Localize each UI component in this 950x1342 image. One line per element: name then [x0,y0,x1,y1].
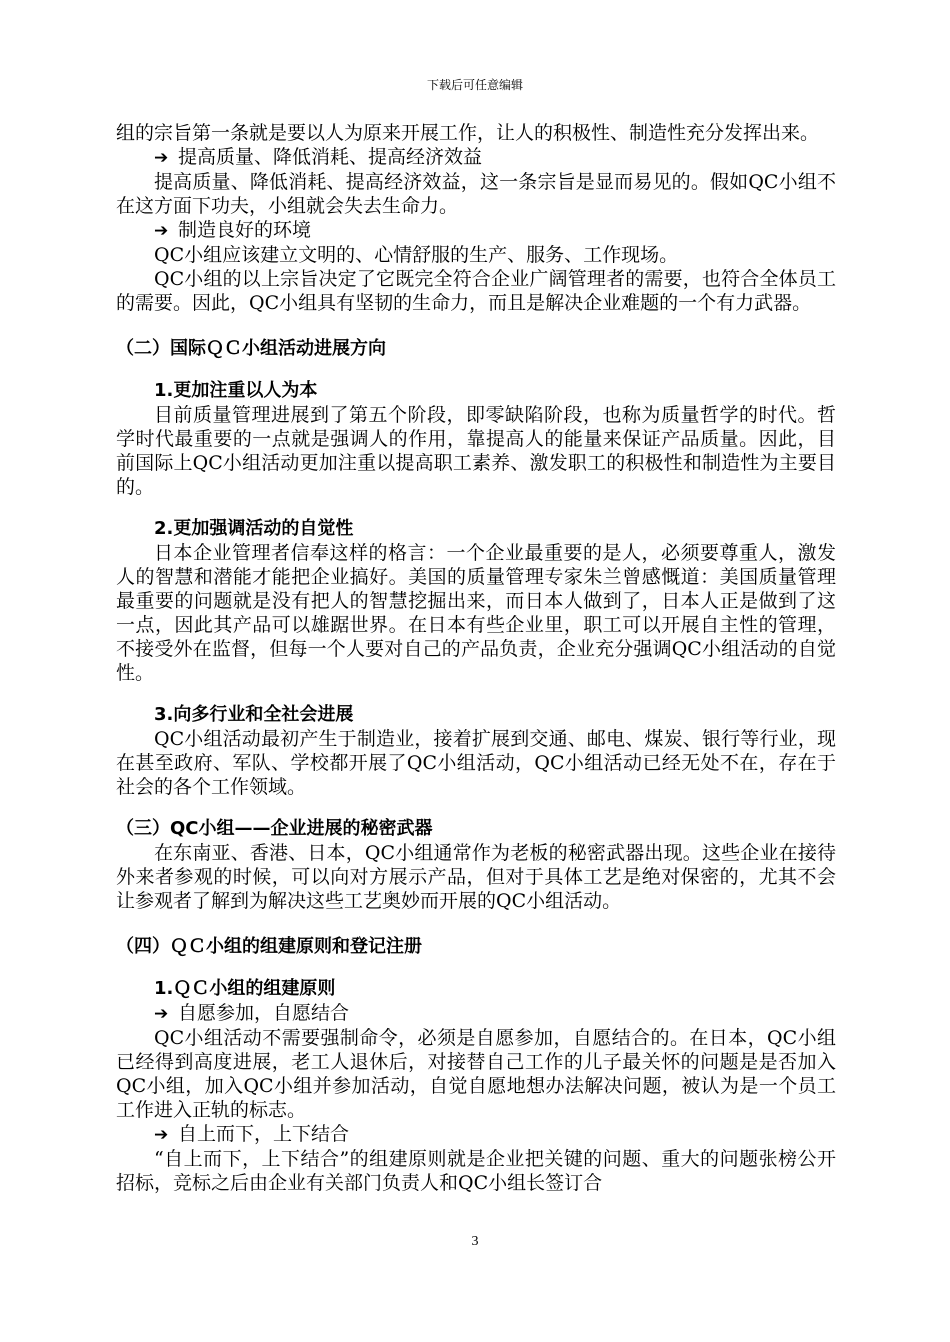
paragraph: 提高质量、降低消耗、提高经济效益，这一条宗旨是显而易见的。假如QC小组不在这方面下功夫，小组就会失去生命力。 [116,171,836,217]
bullet-text: 提高质量、降低消耗、提高经济效益 [178,146,483,168]
subsection-heading: 3.向多行业和全社会进展 [154,704,354,725]
subsection-heading: 1.更加注重以人为本 [154,380,318,401]
bullet-item [116,1001,836,1026]
subsection-heading: 2.更加强调活动的自觉性 [154,518,354,539]
arrow-right-icon: ➔ [154,1004,169,1024]
section-heading: （四）ＱＣ小组的组建原则和登记注册 [116,936,422,957]
page-header: 下载后可任意编辑 [426,78,523,92]
arrow-right-icon: ➔ [154,148,169,168]
bullet-item [116,218,836,243]
page-number: 3 [471,1234,479,1249]
arrow-right-icon: ➔ [154,221,169,241]
bullet-item [116,145,836,170]
paragraph: QC小组应该建立文明的、心情舒服的生产、服务、工作现场。 [154,244,679,266]
paragraph: 目前质量管理进展到了第五个阶段，即零缺陷阶段，也称为质量哲学的时代。哲学时代最重要的一点就是强调人的作用，靠提高人的能量来保证产品质量。因此，目前国际上QC小组活动更加注重以提高职工素养、激发职工的积极性和制造性为主要目的。 [116,404,836,498]
arrow-right-icon: ➔ [154,1125,169,1145]
bullet-text: 自愿参加，自愿结合 [178,1002,350,1024]
paragraph: QC小组活动最初产生于制造业，接着扩展到交通、邮电、煤炭、银行等行业，现在甚至政府、军队、学校都开展了QC小组活动，QC小组活动已经无处不在，存在于社会的各个工作领域。 [116,728,836,798]
paragraph: “自上而下，上下结合”的组建原则就是企业把关键的问题、重大的问题张榜公开招标，竞标之后由企业有关部门负责人和QC小组长签订合 [116,1148,836,1194]
paragraph: 在东南亚、香港、日本，QC小组通常作为老板的秘密武器出现。这些企业在接待外来者参观的时候，可以向对方展示产品，但对于具体工艺是绝对保密的，尤其不会让参观者了解到为解决这些工艺奥妙而开展的QC小组活动。 [116,842,836,912]
paragraph: QC小组活动不需要强制命令，必须是自愿参加，自愿结合的。在日本，QC小组已经得到高度进展，老工人退休后，对接替自己工作的儿子最关怀的问题是是否加入QC小组，加入QC小组并参加活动，自觉自愿地想办法解决问题，被认为是一个员工工作进入正轨的标志。 [116,1027,836,1121]
paragraph: 组的宗旨第一条就是要以人为原来开展工作，让人的积极性、制造性充分发挥出来。 [116,122,820,144]
paragraph: QC小组的以上宗旨决定了它既完全符合企业广阔管理者的需要，也符合全体员工的需要。因此，QC小组具有坚韧的生命力，而且是解决企业难题的一个有力武器。 [116,268,836,314]
document-body [116,121,836,1195]
section-heading: （三）QC小组——企业进展的秘密武器 [116,818,433,839]
subsection-heading: 1.ＱＣ小组的组建原则 [154,978,336,999]
bullet-text: 制造良好的环境 [178,219,312,241]
bullet-text: 自上而下，上下结合 [178,1123,350,1145]
paragraph: 日本企业管理者信奉这样的格言：一个企业最重要的是人，必须要尊重人，激发人的智慧和潜能才能把企业搞好。美国的质量管理专家朱兰曾感慨道：美国质量管理最重要的问题就是没有把人的智慧挖掘出来，而日本人做到了，日本人正是做到了这一点，因此其产品可以雄踞世界。在日本有些企业里，职工可以开展自主性的管理，不接受外在监督，但每一个人要对自己的产品负责，企业充分强调QC小组活动的自觉性。 [116,542,836,684]
section-heading: （二）国际ＱＣ小组活动进展方向 [116,338,386,359]
bullet-item [116,1122,836,1147]
